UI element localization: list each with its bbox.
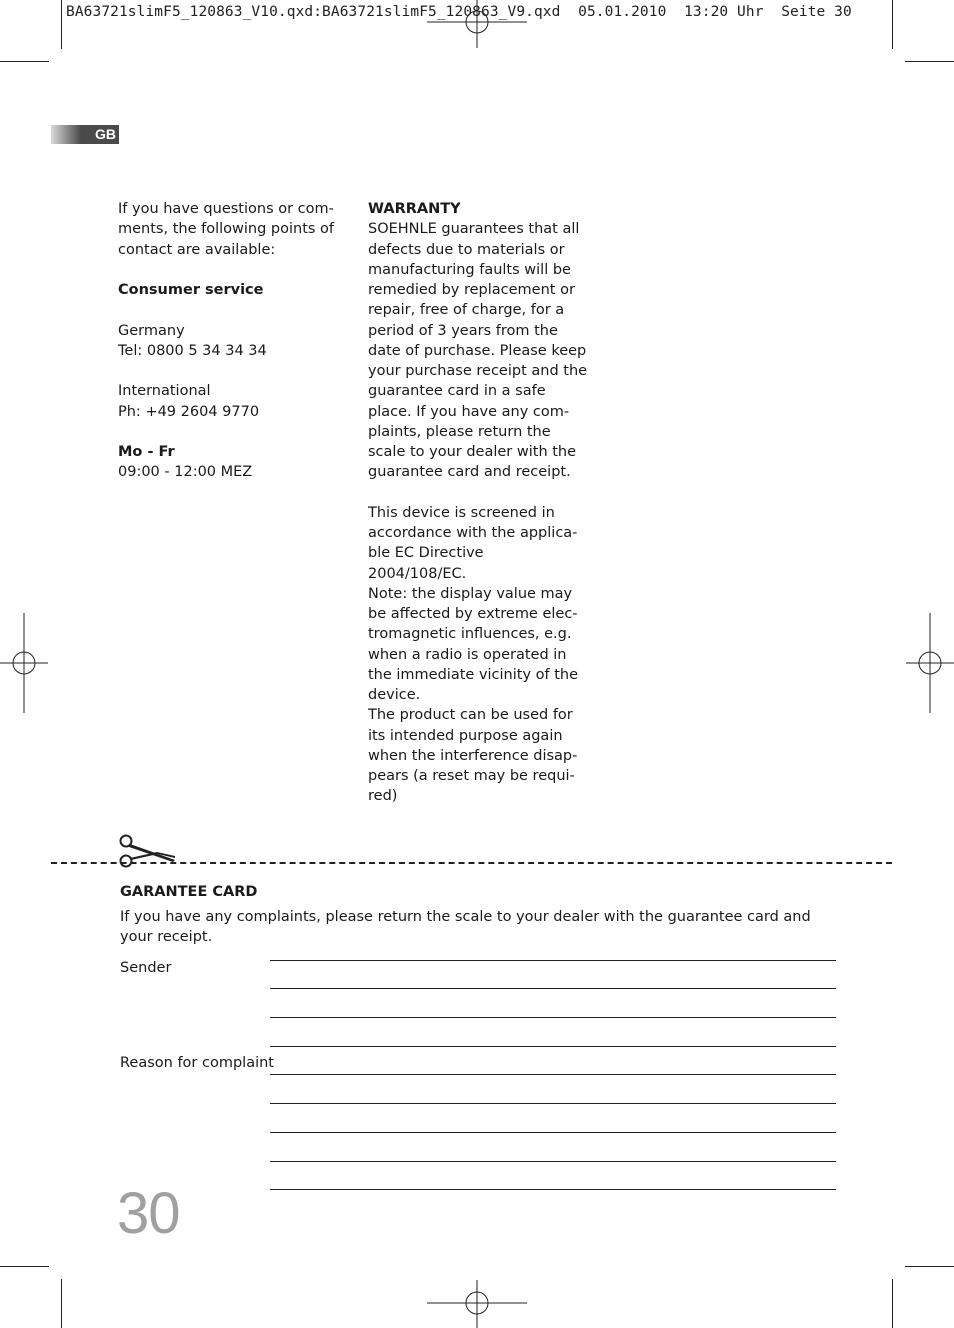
crop-mark [61, 0, 62, 49]
cut-line [51, 862, 892, 864]
germany-phone: Tel: 0800 5 34 34 34 [118, 342, 267, 359]
reason-line[interactable] [270, 1074, 836, 1075]
ec-directive-text: This device is screened in accordance with the applica- ble EC Directive 2004/108/EC. Note: the display value may be affected by extreme elec- tromagnetic influences, e.g. when a radio is operated in the immediate vicinity of the device. The product can be used for its intended purpose again when the interference disap- pears (a reset may be requi- red) [368, 504, 579, 805]
crop-mark [905, 61, 954, 62]
contact-column [118, 199, 348, 483]
crop-mark [892, 1279, 893, 1328]
registration-mark-icon [427, 0, 527, 50]
reason-line[interactable] [270, 1132, 836, 1133]
reason-line[interactable] [270, 1161, 836, 1162]
registration-mark-icon [904, 613, 954, 713]
guarantee-card-title: GARANTEE CARD [120, 884, 258, 900]
language-code: GB [95, 126, 116, 142]
consumer-service-heading: Consumer service [118, 282, 264, 298]
crop-mark [892, 0, 893, 49]
reason-label: Reason for complaint [120, 1055, 274, 1071]
guarantee-card-text: If you have any complaints, please return the scale to your dealer with the guarantee card and your receipt. [120, 909, 811, 946]
crop-mark [61, 1279, 62, 1328]
sender-line[interactable] [270, 1046, 836, 1047]
international-phone: Ph: +49 2604 9770 [118, 403, 260, 420]
registration-mark-icon [0, 613, 50, 713]
germany-label: Germany [118, 322, 185, 339]
warranty-column [368, 199, 608, 807]
hours-heading: Mo - Fr [118, 444, 175, 460]
registration-mark-icon [427, 1278, 527, 1328]
reason-line[interactable] [270, 1189, 836, 1190]
crop-mark [0, 1266, 49, 1267]
crop-mark [905, 1266, 954, 1267]
sender-label: Sender [120, 960, 172, 976]
warranty-text: SOEHNLE guarantees that all defects due to materials or manufacturing faults will be remedied by replacement or repair, free of charge, for a period of 3 years from the date of purchase. Please keep your purchase receipt and the guarantee card in a safe place. If you have any com- plaints, please return the scale to your dealer with the guarantee card and receipt. [368, 221, 588, 481]
crop-mark [0, 61, 49, 62]
international-label: International [118, 383, 211, 400]
contact-intro: If you have questions or com- ments, the following points of contact are available: [118, 201, 335, 258]
service-hours: 09:00 - 12:00 MEZ [118, 464, 253, 481]
sender-line[interactable] [270, 988, 836, 989]
sender-line[interactable] [270, 960, 836, 961]
page-number: 30 [117, 1181, 180, 1246]
reason-line[interactable] [270, 1103, 836, 1104]
sender-line[interactable] [270, 1017, 836, 1018]
warranty-heading: WARRANTY [368, 201, 461, 217]
language-tab [51, 125, 119, 144]
file-slug-line: BA63721slimF5_120863_V10.qxd:BA63721slimF5_120863_V9.qxd 05.01.2010 13:20 Uhr Seite 30 [66, 4, 852, 20]
